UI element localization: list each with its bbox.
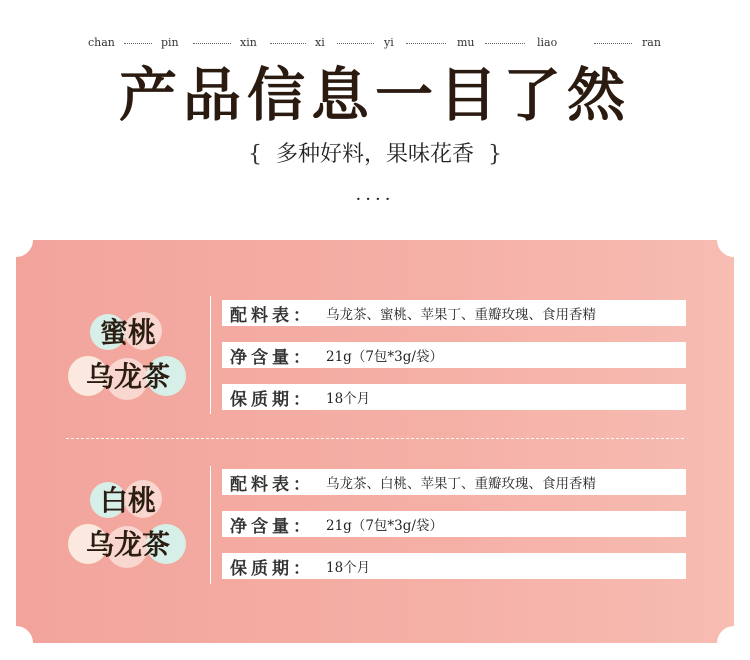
- corner-notch: [0, 626, 33, 660]
- pinyin-word: xi: [315, 36, 325, 49]
- row-value: 18个月: [326, 560, 371, 576]
- row-value: 18个月: [326, 391, 371, 407]
- net-weight-row: [222, 342, 686, 368]
- pinyin-dots: [406, 43, 446, 44]
- pinyin-dots: [594, 43, 632, 44]
- row-value: 21g（7包*3g/袋）: [326, 518, 443, 534]
- product-detail-rows: [222, 300, 686, 410]
- separator-line: [210, 466, 211, 584]
- row-value: 21g（7包*3g/袋）: [326, 349, 443, 365]
- decorative-dots: ····: [355, 189, 395, 210]
- row-label: 净含量：: [230, 516, 314, 537]
- pinyin-word: yi: [384, 36, 394, 49]
- pinyin-dots: [193, 43, 231, 44]
- pinyin-row: [0, 36, 750, 50]
- page-title: 产品信息一目了然: [118, 61, 631, 129]
- shelf-life-row: [222, 553, 686, 579]
- pinyin-dots: [337, 43, 374, 44]
- corner-notch: [0, 223, 33, 257]
- shelf-life-row: [222, 384, 686, 410]
- pinyin-word: mu: [457, 36, 475, 49]
- ingredients-row: [222, 469, 686, 495]
- pinyin-dots: [270, 43, 306, 44]
- pinyin-dots: [485, 43, 525, 44]
- product-name-badge: [68, 480, 188, 570]
- pinyin-word: liao: [537, 36, 558, 49]
- ingredients-row: [222, 300, 686, 326]
- corner-notch: [717, 223, 750, 257]
- subtitle-text: 多种好料，果味花香: [275, 142, 474, 167]
- separator-line: [210, 296, 211, 414]
- corner-notch: [717, 626, 750, 660]
- row-value: 乌龙茶、蜜桃、苹果丁、重瓣玫瑰、食用香精: [326, 307, 596, 323]
- subtitle: [0, 140, 750, 170]
- row-label: 配料表：: [230, 305, 314, 326]
- brace-open: {: [247, 142, 262, 167]
- product-name-line1: 蜜桃: [99, 316, 156, 349]
- row-value: 乌龙茶、白桃、苹果丁、重瓣玫瑰、食用香精: [326, 476, 596, 492]
- product-name-badge: [68, 312, 188, 402]
- brace-close: }: [488, 142, 502, 167]
- row-label: 配料表：: [230, 474, 314, 495]
- product-info-card: [16, 240, 734, 643]
- pinyin-word: xin: [240, 36, 257, 49]
- pinyin-word: chan: [88, 36, 115, 49]
- product-name-line1: 白桃: [99, 484, 156, 517]
- net-weight-row: [222, 511, 686, 537]
- row-label: 保质期：: [230, 558, 314, 579]
- pinyin-word: ran: [642, 36, 661, 49]
- pinyin-dots: [124, 43, 152, 44]
- product-detail-rows: [222, 469, 686, 579]
- pinyin-word: pin: [161, 36, 179, 49]
- row-label: 净含量：: [230, 347, 314, 368]
- product-name-line2: 乌龙茶: [85, 528, 170, 561]
- dashed-divider: [66, 438, 684, 439]
- row-label: 保质期：: [230, 389, 314, 410]
- product-name-line2: 乌龙茶: [85, 360, 170, 393]
